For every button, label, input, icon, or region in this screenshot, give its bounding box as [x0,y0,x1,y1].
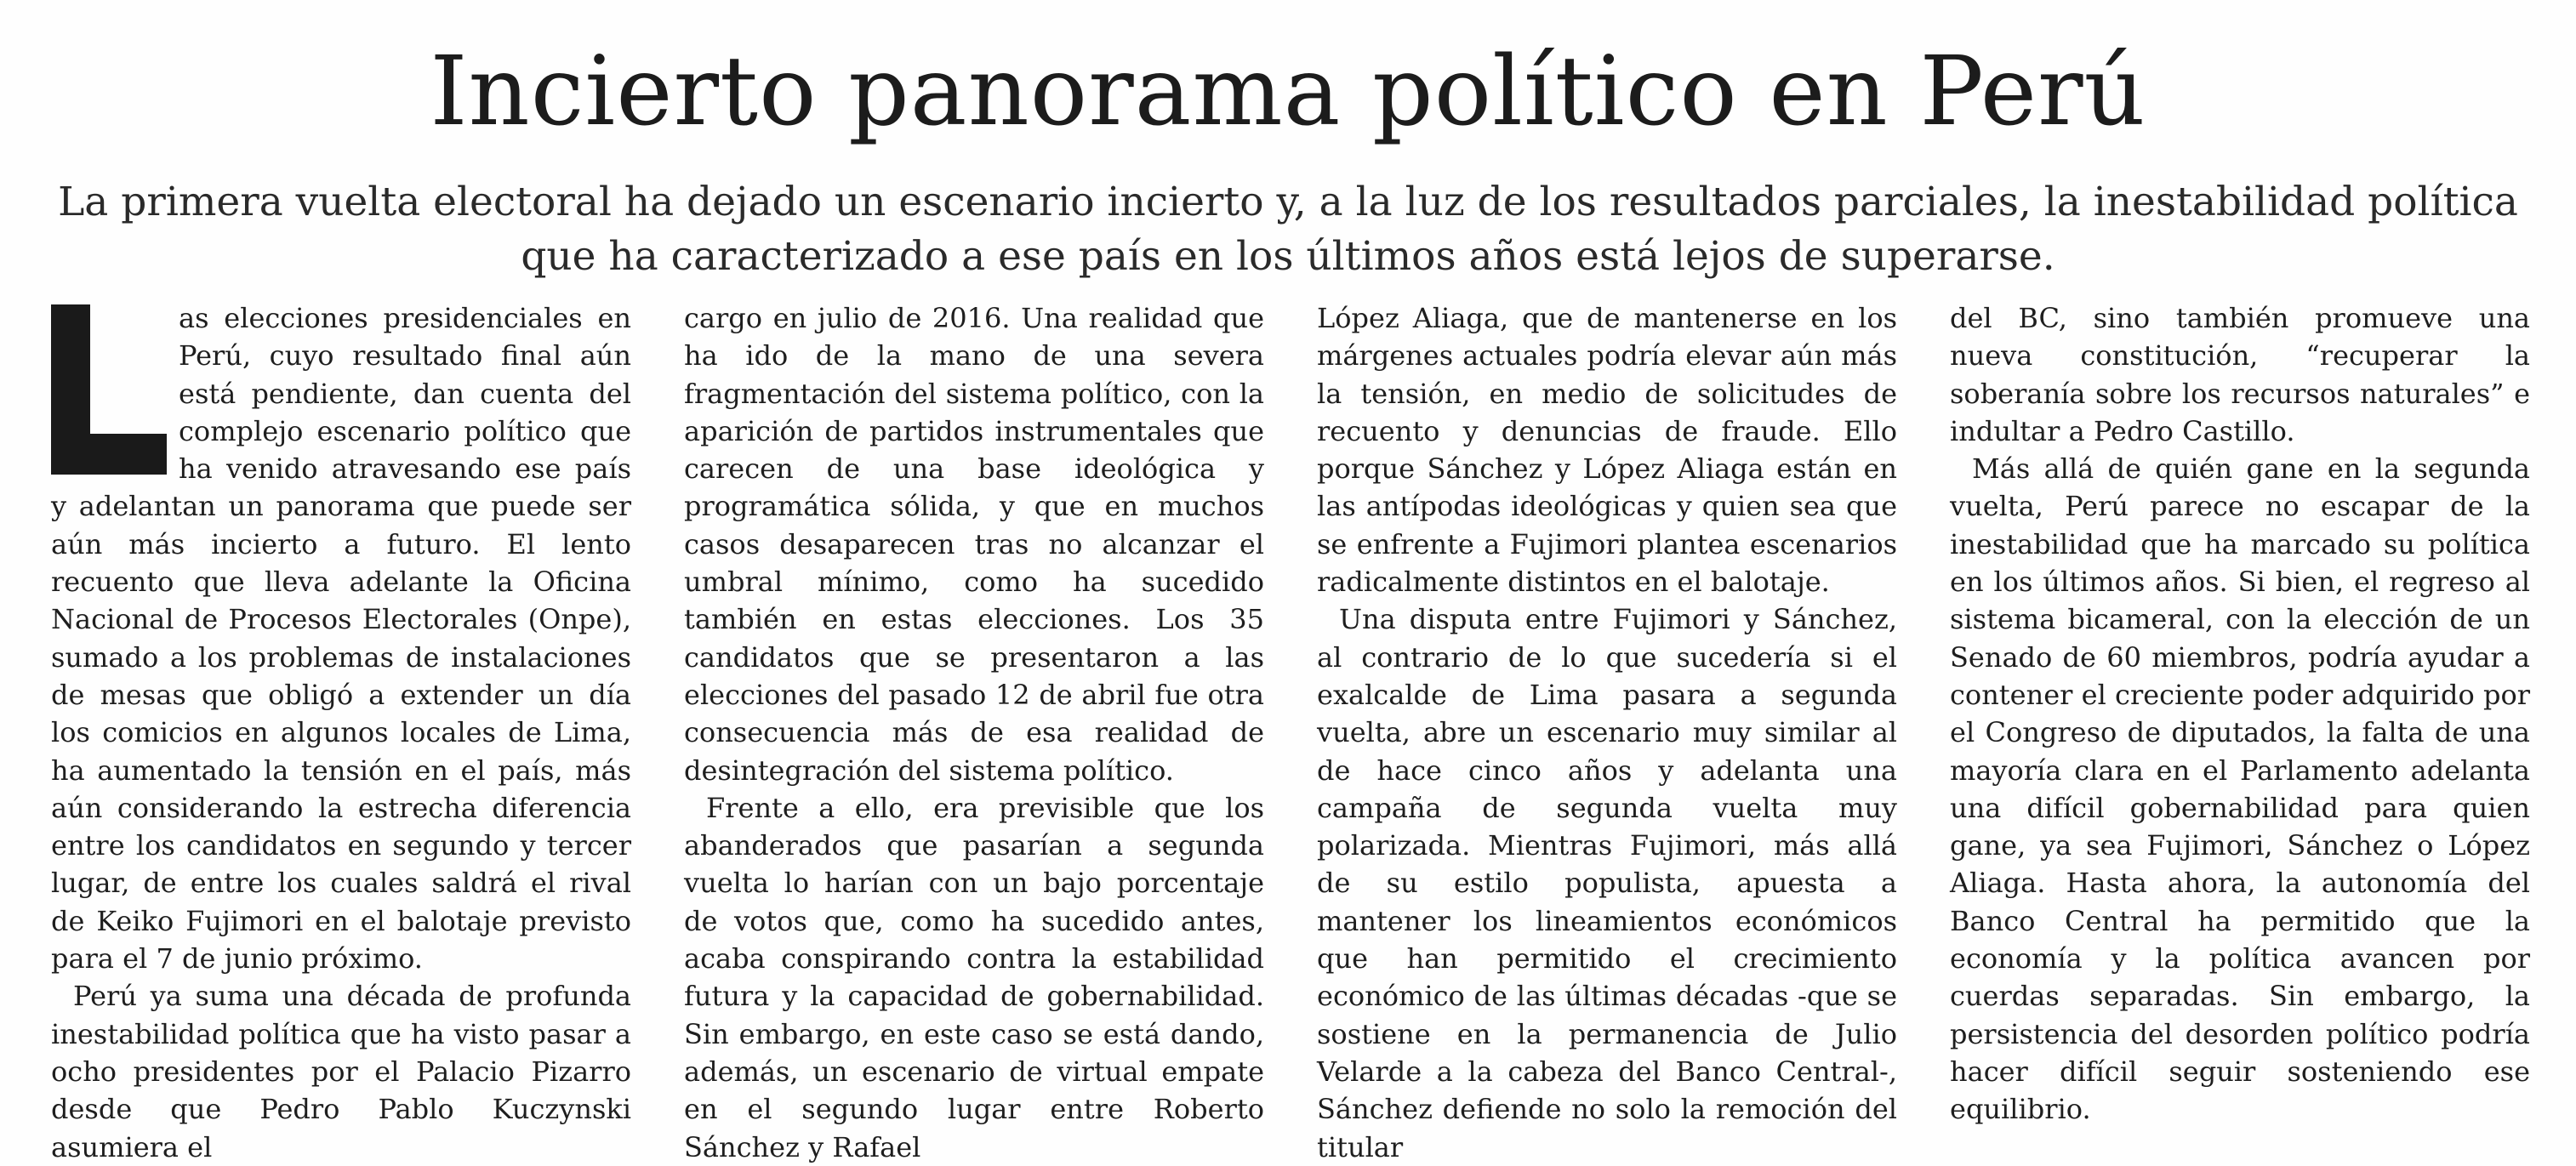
drop-cap [51,304,167,475]
paragraph: Perú ya suma una década de profunda inestabilidad política que ha visto pasar a ocho presidentes por el Palacio Pizarro desde que Pedro Pablo Kuczynski asumiera el [51,980,631,1163]
paragraph: cargo en julio de 2016. Una realidad que ha ido de la mano de una severa fragmentación del sistema político, con la aparición de partidos instrumentales que carecen de una base ideológica y programática sólida, y que en muchos casos desaparecen tras no alcanzar el umbral mínimo, como ha sucedido también en estas elecciones. Los 35 candidatos que se presentaron a las elecciones del pasado 12 de abril fue otra consecuencia más de esa realidad de desintegración del sistema político. [684,302,1264,787]
deck-subheadline: La primera vuelta electoral ha dejado un escenario incierto y, a la luz de los resultados parciales, la inestabilidad política que ha caracterizado a ese país en los últimos años está lejos de superarse. [58,179,2518,280]
column-1 [51,299,631,1163]
headline: Incierto panorama político en Perú [430,37,2146,147]
paragraph: Frente a ello, era previsible que los abanderados que pasarían a segunda vuelta lo harían con un bajo porcentaje de votos que, como ha sucedido antes, acaba conspirando contra la estabilidad futura y la capacidad de gobernabilidad. Sin embargo, en este caso se está dando, además, un escenario de virtual empate en el segundo lugar entre Roberto Sánchez y Rafael [684,791,1264,1163]
paragraph: López Aliaga, que de mantenerse en los márgenes actuales podría elevar aún más la tensión, en medio de solicitudes de recuento y denuncias de fraude. Ello porque Sánchez y López Aliaga están en las antípodas ideológicas y quien sea que se enfrente a Fujimori plantea escenarios radicalmente distintos en el balotaje. [1317,302,1897,599]
column-2 [684,299,1264,1163]
paragraph: Una disputa entre Fujimori y Sánchez, al contrario de lo que sucedería si el exalcalde de Lima pasara a segunda vuelta, abre un escenario muy similar al de hace cinco años y adelanta una campaña de segunda vuelta muy polarizada. Mientras Fujimori, más allá de su estilo populista, apuesta a mantener los lineamientos económicos que han permitido el crecimiento económico de las últimas décadas -que se sostiene en la permanencia de Julio Velarde a la cabeza del Banco Central-, Sánchez defiende no solo la remoción del titular [1317,603,1897,1163]
column-3 [1317,299,1897,1163]
paragraph-text: as elecciones presidenciales en Perú, cuyo resultado final aún está pendiente, dan cuenta del complejo escenario político que ha venido atravesando ese país y adelantan un panorama que puede ser aún más incierto a futuro. El lento recuento que lleva adelante la Oficina Nacional de Procesos Electorales (Onpe), sumado a los problemas de instalaciones de mesas que obligó a extender un día los comicios en algunos locales de Lima, ha aumentado la tensión en el país, más aún considerando la estrecha diferencia entre los candidatos en segundo y tercer lugar, de entre los cuales saldrá el rival de Keiko Fujimori en el balotaje previsto para el 7 de junio próximo. [51,302,631,975]
article-body [51,299,2530,1163]
paragraph: del BC, sino también promueve una nueva constitución, “recuperar la soberanía sobre los recursos naturales” e indultar a Pedro Castillo. [1950,302,2530,447]
paragraph: Más allá de quién gane en la segunda vuelta, Perú parece no escapar de la inestabilidad que ha marcado su política en los últimos años. Si bien, el regreso al sistema bicameral, con la elección de un Senado de 60 miembros, podría ayudar a contener el creciente poder adquirido por el Congreso de diputados, la falta de una mayoría clara en el Parlamento adelanta una difícil gobernabilidad para quien gane, ya sea Fujimori, Sánchez o López Aliaga. Hasta ahora, la autonomía del Banco Central ha permitido que la economía y la política avancen por cuerdas separadas. Sin embargo, la persistencia del desorden político podría hacer difícil seguir sosteniendo ese equilibrio. [1950,452,2530,1126]
column-4 [1950,299,2530,1129]
paragraph [51,299,631,977]
